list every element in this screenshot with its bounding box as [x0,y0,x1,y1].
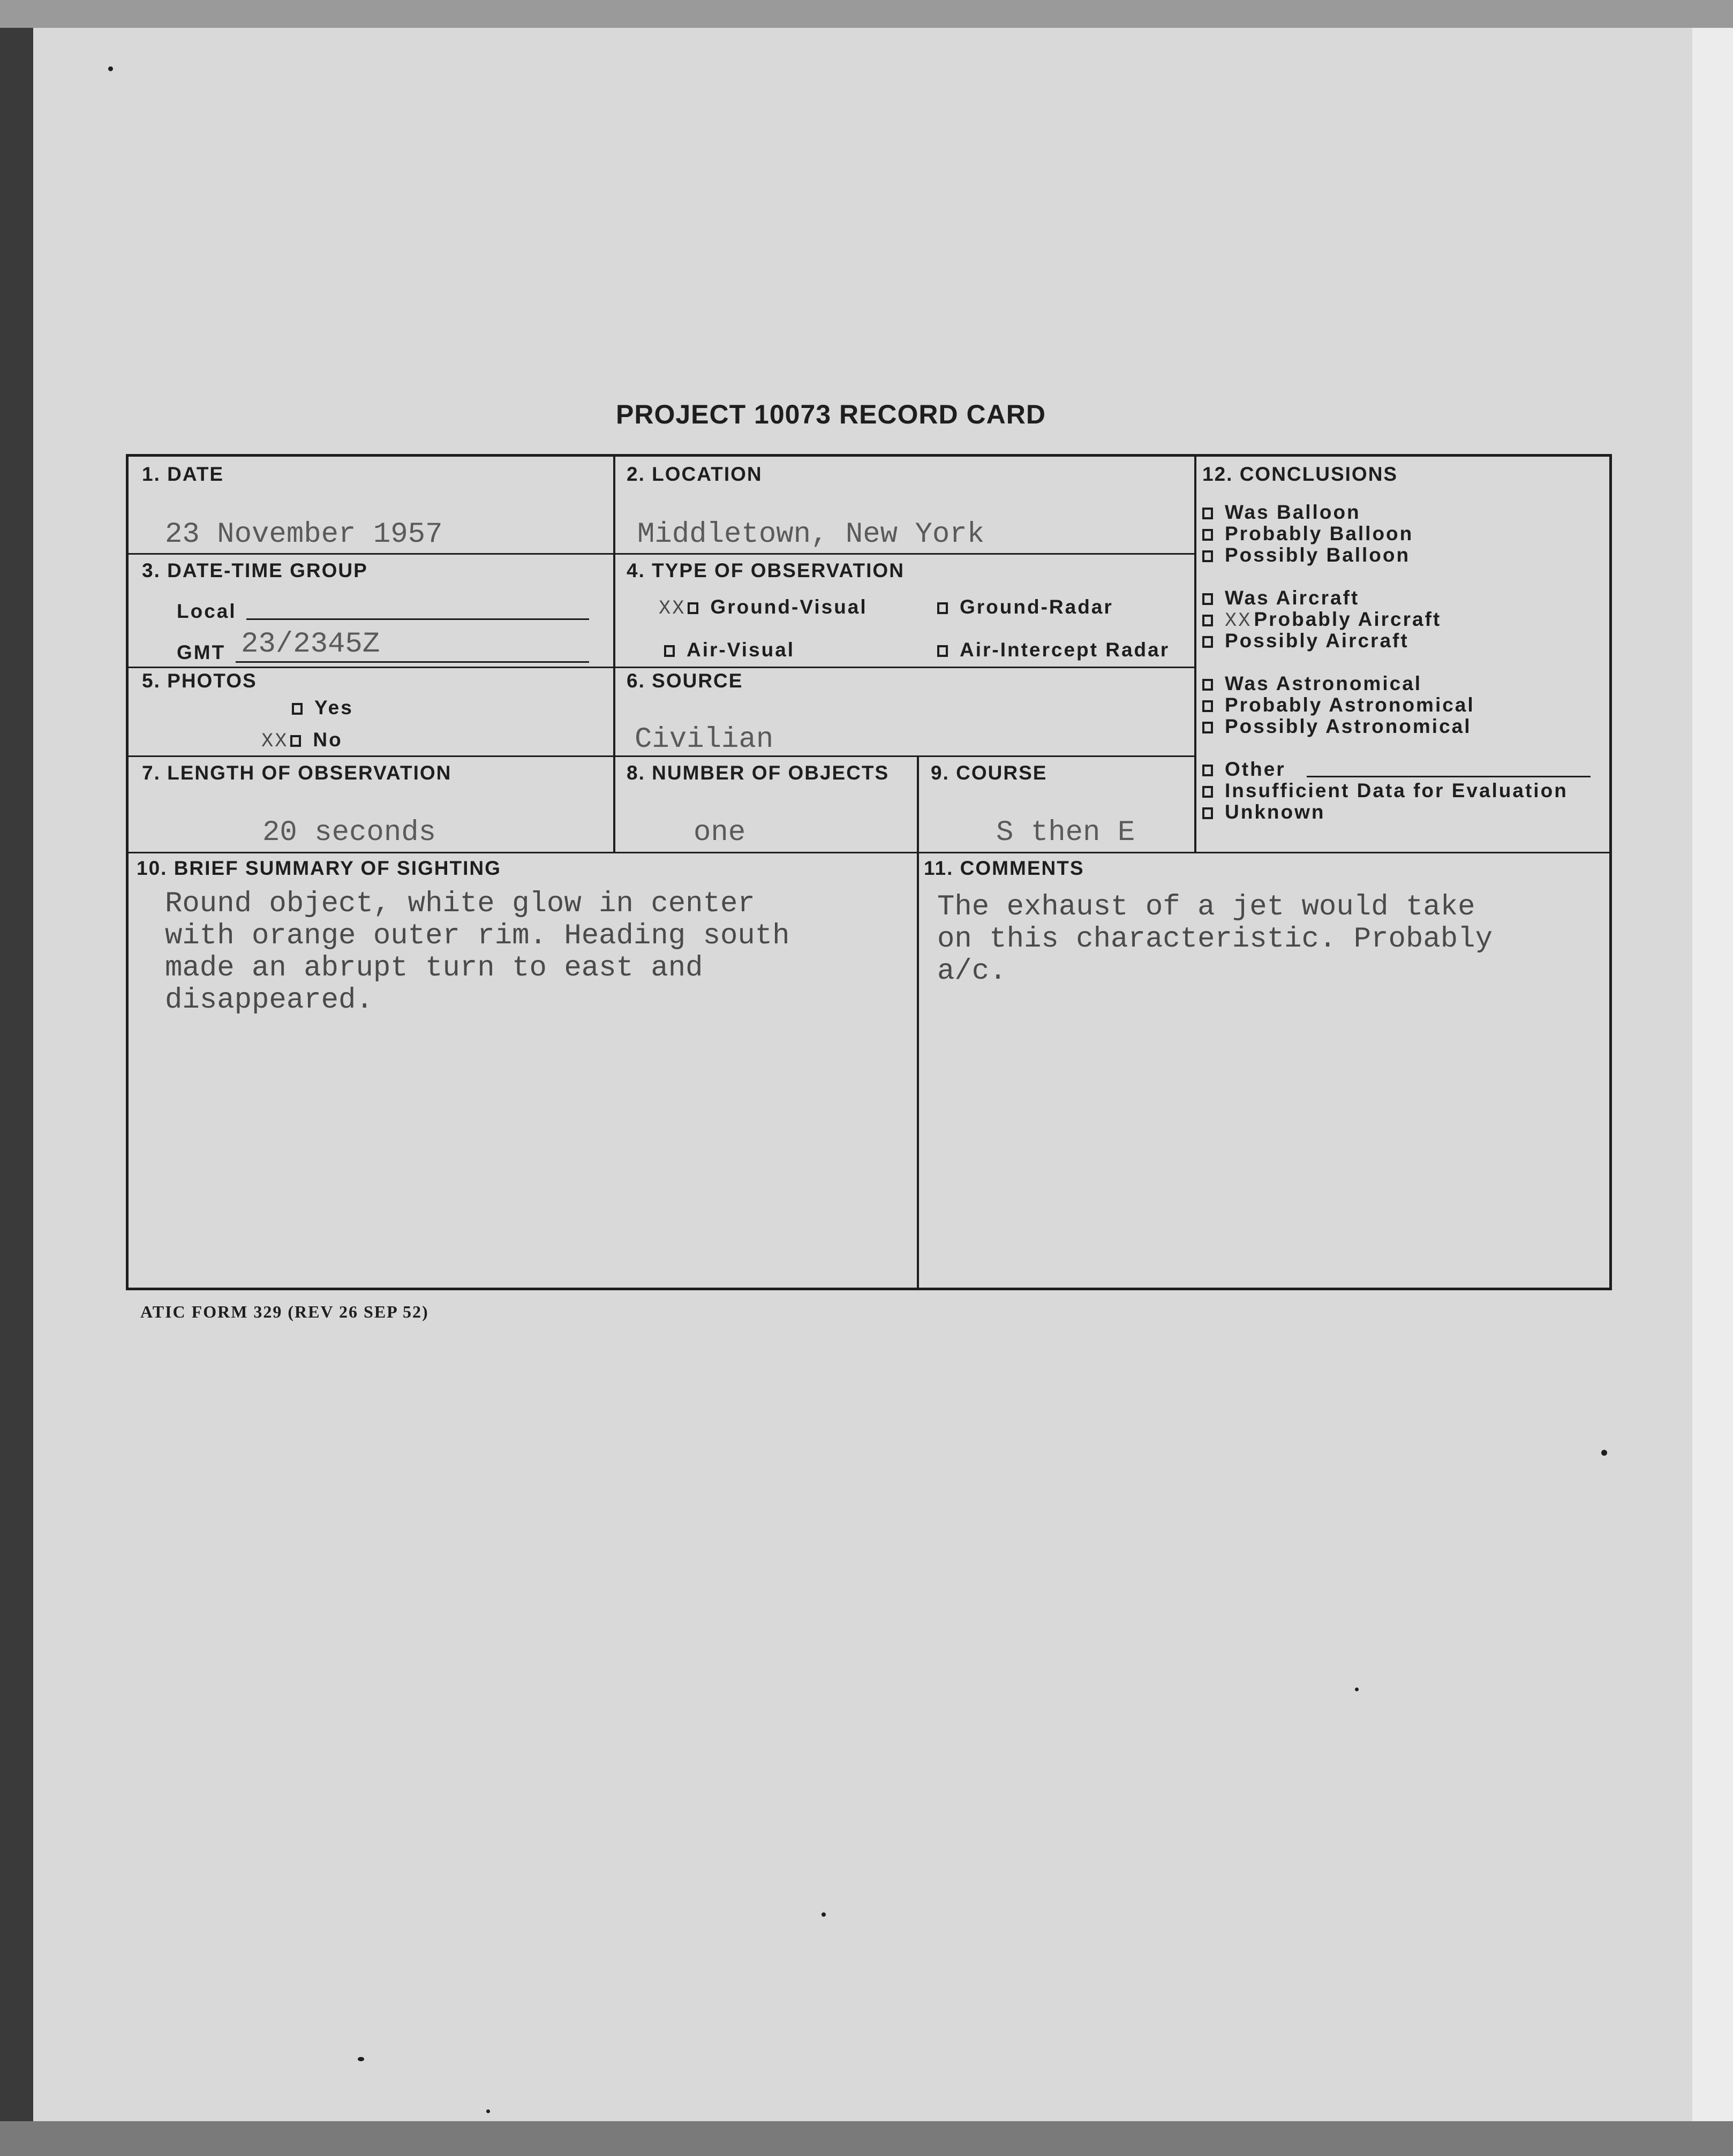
date-label: 1. DATE [142,463,224,485]
checkbox-photos-yes [292,703,303,715]
summary-line: made an abrupt turn to east and [165,952,703,985]
divider-col-comments [917,755,919,1288]
checkbox-was-balloon [1202,508,1213,519]
scan-border-right [1692,28,1733,2156]
conclusion-other: Other [1202,758,1286,781]
form-number: ATIC FORM 329 (REV 26 SEP 52) [140,1302,429,1321]
comments-label: 11. COMMENTS [924,857,1084,879]
conclusion-possibly-astronomical: Possibly Astronomical [1202,715,1472,738]
date-value: 23 November 1957 [165,518,443,551]
option-air-visual: Air-Visual [664,639,795,661]
divider-col-conclusions [1194,457,1196,852]
checkbox-ground-radar [937,602,948,614]
summary-label: 10. BRIEF SUMMARY OF SIGHTING [137,857,501,879]
conclusion-probably-balloon: Probably Balloon [1202,523,1413,545]
checkbox-possibly-astronomical [1202,722,1213,733]
number-of-objects-label: 8. NUMBER OF OBJECTS [627,762,890,784]
length-of-observation-label: 7. LENGTH OF OBSERVATION [142,762,452,784]
location-value: Middletown, New York [637,518,985,551]
gmt-label: GMT [177,641,226,663]
checkbox-air-intercept-radar [937,645,948,657]
comments-line: The exhaust of a jet would take [937,891,1475,924]
comments-line: on this characteristic. Probably [937,923,1493,956]
comments-line: a/c. [937,955,1007,988]
checkbox-unknown [1202,807,1213,819]
scan-border-left [0,28,33,2156]
number-of-objects-value: one [694,816,746,849]
conclusion-was-aircraft: Was Aircraft [1202,587,1359,609]
conclusion-possibly-aircraft: Possibly Aircraft [1202,630,1409,652]
date-time-group-label: 3. DATE-TIME GROUP [142,559,368,581]
checkbox-was-astronomical [1202,679,1213,691]
option-photos-yes: Yes [292,697,353,719]
summary-line: with orange outer rim. Heading south [165,920,790,952]
other-line [1307,776,1591,777]
conclusion-was-astronomical: Was Astronomical [1202,672,1422,695]
divider-row-4 [129,852,1609,853]
local-label: Local [177,600,237,622]
gmt-value: 23/2345Z [241,628,380,661]
divider-row-1 [129,553,1194,555]
checkbox-other [1202,765,1213,776]
type-of-observation-label: 4. TYPE OF OBSERVATION [627,559,905,581]
summary-text [165,888,790,1017]
option-photos-no: XX No [261,729,343,753]
conclusion-probably-astronomical: Probably Astronomical [1202,694,1475,716]
checkbox-insufficient-data [1202,786,1213,798]
summary-line: disappeared. [165,984,373,1017]
checkbox-air-visual [664,645,675,657]
course-value: S then E [996,816,1135,849]
scan-border-bottom [0,2121,1733,2156]
source-value: Civilian [635,723,774,756]
local-line [246,618,589,620]
conclusion-was-balloon: Was Balloon [1202,501,1361,524]
conclusions-label: 12. CONCLUSIONS [1202,463,1398,485]
checkbox-possibly-balloon [1202,550,1213,562]
scan-border-top [0,0,1733,28]
conclusion-insufficient-data: Insufficient Data for Evaluation [1202,780,1568,802]
checkbox-photos-no [290,735,301,747]
conclusion-possibly-balloon: Possibly Balloon [1202,544,1410,566]
conclusion-unknown: Unknown [1202,801,1325,823]
comments-text [937,891,1493,988]
summary-line: Round object, white glow in center [165,888,755,920]
conclusion-probably-aircraft: XX Probably Aircraft [1202,608,1441,632]
card-title: PROJECT 10073 RECORD CARD [616,399,1046,429]
checkbox-possibly-aircraft [1202,636,1213,648]
record-card [126,454,1612,1290]
checkbox-probably-astronomical [1202,700,1213,712]
checkbox-probably-balloon [1202,529,1213,541]
course-label: 9. COURSE [931,762,1048,784]
checkbox-probably-aircraft [1202,615,1213,626]
gmt-line [236,661,589,663]
option-air-intercept-radar: Air-Intercept Radar [937,639,1170,661]
checkbox-was-aircraft [1202,593,1213,605]
location-label: 2. LOCATION [627,463,763,485]
length-of-observation-value: 20 seconds [262,816,436,849]
checkbox-ground-visual [688,602,698,614]
divider-row-2 [129,667,1194,668]
photos-label: 5. PHOTOS [142,670,257,692]
option-ground-visual: XX Ground-Visual [659,596,868,620]
divider-col-1 [613,457,615,852]
source-label: 6. SOURCE [627,670,743,692]
option-ground-radar: Ground-Radar [937,596,1113,618]
